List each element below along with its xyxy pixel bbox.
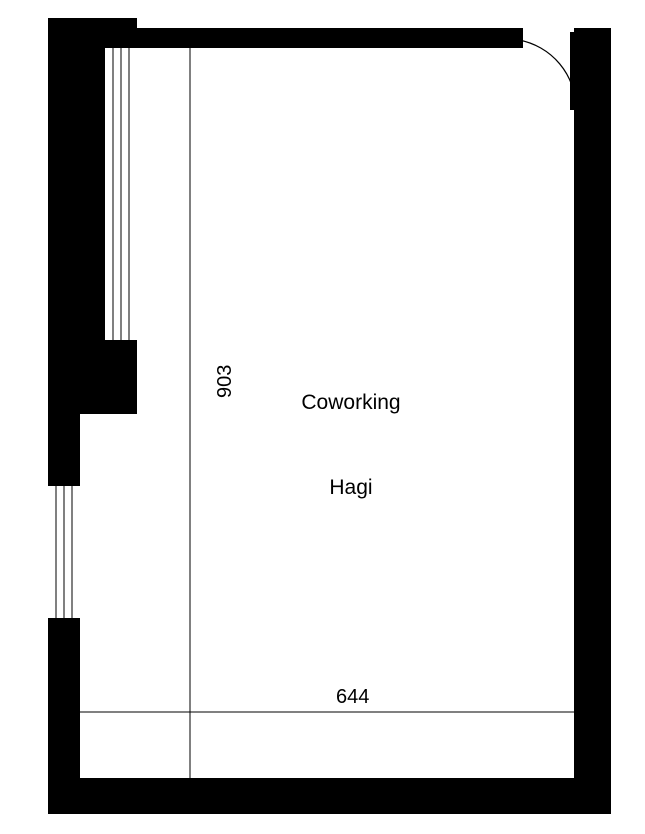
- dimension-label-vertical: 903: [214, 364, 236, 398]
- room-label-line-2: Hagi: [329, 475, 373, 499]
- wall-left-middle: [48, 402, 80, 486]
- wall-top-left-segment: [137, 28, 405, 48]
- wall-bottom: [48, 778, 611, 814]
- wall-top-right-segment: [405, 28, 523, 48]
- room-label: [286, 332, 416, 559]
- door-group: [516, 30, 576, 110]
- room-label-line-1: Coworking: [301, 390, 401, 414]
- wall-top-right-corner: [574, 28, 611, 790]
- wall-left-upper-block: [105, 340, 137, 402]
- door-hinge-mark: [516, 30, 521, 46]
- door-swing-arc: [519, 40, 576, 108]
- dimension-label-horizontal: 644: [336, 686, 370, 708]
